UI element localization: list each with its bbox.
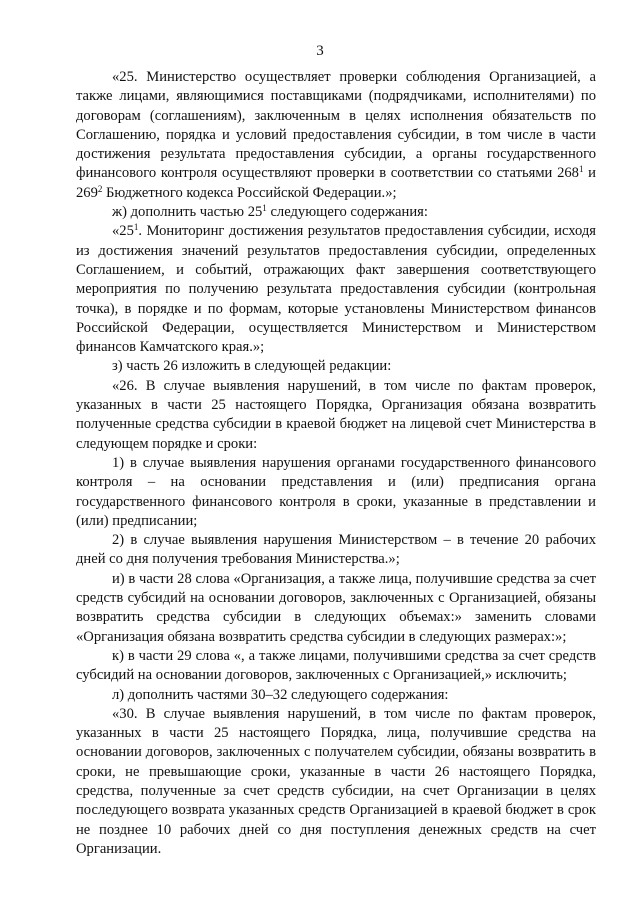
document-body <box>76 68 596 859</box>
paragraph-30: «30. В случае выявления нарушений, в том числе по фактам проверок, указанных в части 25 настоящего Порядка, лица, получившие средства на основании договоров, заключенных с получателем субсидии, обязаны возвратить в сроки, не превышающие сроки, указанные в части 26 настоящего Порядка, средства, полученные за счет средств субсидии, на счет Организации в целях последующего возврата указанных средств Организацией в краевой бюджет в срок не позднее 10 рабочих дней со дня поступления денежных средств на счет Организации. <box>76 705 596 857</box>
paragraph-item-k: к) в части 29 слова «, а также лицами, получившими средства за счет средств субсидий на основании договоров, заключенных с Организацией,» исключить; <box>76 647 596 684</box>
paragraph-26-point-1: 1) в случае выявления нарушения органами государственного финансового контроля – на основании представления и (или) предписания органа государственного финансового контроля в сроки, указанные в представлении и (или) предписании; <box>76 454 596 529</box>
page-number: 3 <box>316 43 324 59</box>
paragraph-26-point-2: 2) в случае выявления нарушения Министерством – в течение 20 рабочих дней со дня получения требования Министерства.»; <box>76 532 596 568</box>
paragraph-26: «26. В случае выявления нарушений, в том числе по фактам проверок, указанных в части 25 настоящего Порядка, Организация обязана возвратить полученные средства субсидии в краевой бюджет на лицевой счет Министерства в следующем порядке и сроки: <box>76 377 596 452</box>
paragraph-25: «25. Министерство осуществляет проверки соблюдения Организацией, а также лицами, являющимися поставщиками (подрядчиками, исполнителями) по договорам (соглашениям), заключенным в целях исполнения обязательств по Соглашению, порядка и условий предоставления субсидии, в том числе в части достижения результата предоставления субсидии, а органы государственного финансового контроля осуществляют проверки в соответствии со статьями $268^1$ и $269^2$ Бюджетного кодекса Российской Федерации.»; <box>76 69 596 201</box>
paragraph-item-zh: ж) дополнить частью $25^1$ следующего содержания: <box>112 203 428 221</box>
paragraph-25-1: «$25^1$. Мониторинг достижения результатов предоставления субсидии, исходя из достижения значений результатов предоставления субсидии, определенных Соглашением, и событий, отражающих факт завершения соответствующего мероприятия по получению результата предоставления субсидии (контрольная точка), в порядке и по формам, которые установлены Министерством финансов Российской Федерации, осуществляется Министерством и Министерством финансов Камчатского края.»; <box>76 222 596 356</box>
paragraph-item-l: л) дополнить частями 30–32 следующего содержания: <box>112 686 449 703</box>
paragraph-item-i: и) в части 28 слова «Организация, а также лица, получившие средства за счет средств субсидий на основании договоров, заключенных с Организацией, обязаны возвратить средства субсидии в следующих объемах:» заменить словами «Организация обязана возвратить средства субсидии в следующих размерах:»; <box>76 570 596 645</box>
paragraph-item-z: з) часть 26 изложить в следующей редакции: <box>112 358 392 375</box>
